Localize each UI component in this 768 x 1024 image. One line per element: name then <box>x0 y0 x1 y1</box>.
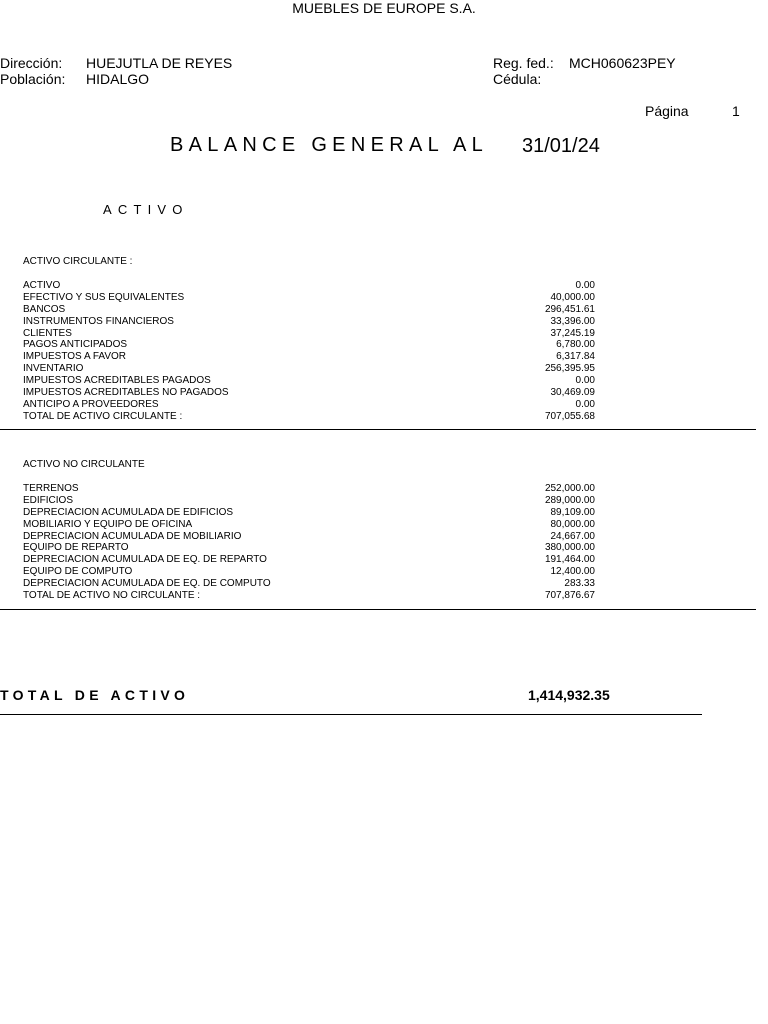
table-row <box>23 351 595 363</box>
account-value: 707,876.67 <box>544 590 595 602</box>
table-row <box>23 531 595 543</box>
account-value: 89,109.00 <box>550 506 595 518</box>
table-row <box>23 507 595 519</box>
table-row <box>23 590 595 602</box>
account-value: 40,000.00 <box>550 291 595 303</box>
table-row <box>23 566 595 578</box>
account-name: IMPUESTOS A FAVOR <box>23 351 126 363</box>
account-name: DEPRECIACION ACUMULADA DE EQ. DE COMPUTO <box>23 578 271 590</box>
circulante-table <box>23 280 595 423</box>
account-name: INVENTARIO <box>23 363 84 375</box>
total-underline <box>0 714 702 715</box>
table-row <box>23 495 595 507</box>
pagina-number: 1 <box>732 103 740 119</box>
table-row <box>23 363 595 375</box>
total-activo-value: 1,414,932.35 <box>528 687 610 703</box>
account-value: 24,667.00 <box>550 530 595 542</box>
account-value: 30,469.09 <box>550 387 595 399</box>
account-value: 6,780.00 <box>556 339 595 351</box>
no-circulante-table <box>23 483 595 602</box>
table-row <box>23 280 595 292</box>
account-name: MOBILIARIO Y EQUIPO DE OFICINA <box>23 518 193 530</box>
account-value: 252,000.00 <box>544 483 595 494</box>
account-value: 0.00 <box>575 280 595 291</box>
table-row <box>23 542 595 554</box>
account-name: DEPRECIACION ACUMULADA DE EQ. DE REPARTO <box>23 554 267 566</box>
table-row <box>23 578 595 590</box>
account-name: EQUIPO DE REPARTO <box>23 542 129 554</box>
account-value: 33,396.00 <box>550 315 595 327</box>
table-row <box>23 292 595 304</box>
table-row <box>23 328 595 340</box>
table-row <box>23 483 595 495</box>
poblacion-label: Población: <box>0 71 66 87</box>
account-name: EDIFICIOS <box>23 494 74 506</box>
cedula-label: Cédula: <box>493 71 542 87</box>
direccion-label: Dirección: <box>0 55 63 71</box>
account-name: PAGOS ANTICIPADOS <box>23 339 128 351</box>
report-date: 31/01/24 <box>522 135 600 157</box>
account-name: BANCOS <box>23 303 66 315</box>
account-name: TOTAL DE ACTIVO NO CIRCULANTE : <box>23 590 201 602</box>
account-value: 6,317.84 <box>556 351 595 363</box>
divider <box>0 429 756 430</box>
account-value: 12,400.00 <box>550 566 595 578</box>
account-value: 283.33 <box>564 578 595 590</box>
account-name: IMPUESTOS ACREDITABLES NO PAGADOS <box>23 387 229 399</box>
section-heading-activo: ACTIVO <box>103 202 189 217</box>
total-activo-label: TOTAL DE ACTIVO <box>0 687 190 703</box>
account-value: 80,000.00 <box>550 518 595 530</box>
account-name: INSTRUMENTOS FINANCIEROS <box>23 315 174 327</box>
account-value: 0.00 <box>575 398 595 410</box>
divider <box>0 609 756 610</box>
account-value: 707,055.68 <box>544 410 595 422</box>
poblacion-value: HIDALGO <box>86 71 150 87</box>
table-row <box>23 304 595 316</box>
circulante-heading: ACTIVO CIRCULANTE : <box>23 256 133 267</box>
report-title: BALANCE GENERAL AL <box>170 134 489 156</box>
account-value: 256,395.95 <box>544 363 595 375</box>
account-value: 191,464.00 <box>544 554 595 566</box>
table-row <box>23 387 595 399</box>
table-row <box>23 554 595 566</box>
account-value: 296,451.61 <box>544 303 595 315</box>
account-value: 0.00 <box>575 375 595 387</box>
account-name: CLIENTES <box>23 327 72 339</box>
account-name: EQUIPO DE COMPUTO <box>23 566 133 578</box>
account-name: IMPUESTOS ACREDITABLES PAGADOS <box>23 375 211 387</box>
company-name: MUEBLES DE EUROPE S.A. <box>292 0 476 16</box>
account-name: ANTICIPO A PROVEEDORES <box>23 398 159 410</box>
account-value: 380,000.00 <box>544 542 595 554</box>
account-value: 37,245.19 <box>550 327 595 339</box>
account-name: DEPRECIACION ACUMULADA DE EDIFICIOS <box>23 506 234 518</box>
account-name: TOTAL DE ACTIVO CIRCULANTE : <box>23 410 183 422</box>
no-circulante-heading: ACTIVO NO CIRCULANTE <box>23 459 145 470</box>
table-row <box>23 316 595 328</box>
regfed-label: Reg. fed.: <box>493 55 554 71</box>
table-row <box>23 375 595 387</box>
table-row <box>23 519 595 531</box>
account-name: DEPRECIACION ACUMULADA DE MOBILIARIO <box>23 530 242 542</box>
direccion-value: HUEJUTLA DE REYES <box>86 55 233 71</box>
pagina-label: Página <box>645 103 689 119</box>
account-value: 289,000.00 <box>544 494 595 506</box>
table-row <box>23 411 595 423</box>
table-row <box>23 399 595 411</box>
table-row <box>23 339 595 351</box>
account-name: EFECTIVO Y SUS EQUIVALENTES <box>23 291 185 303</box>
regfed-value: MCH060623PEY <box>569 55 676 71</box>
account-name: TERRENOS <box>23 483 79 494</box>
account-name: ACTIVO <box>23 280 61 291</box>
